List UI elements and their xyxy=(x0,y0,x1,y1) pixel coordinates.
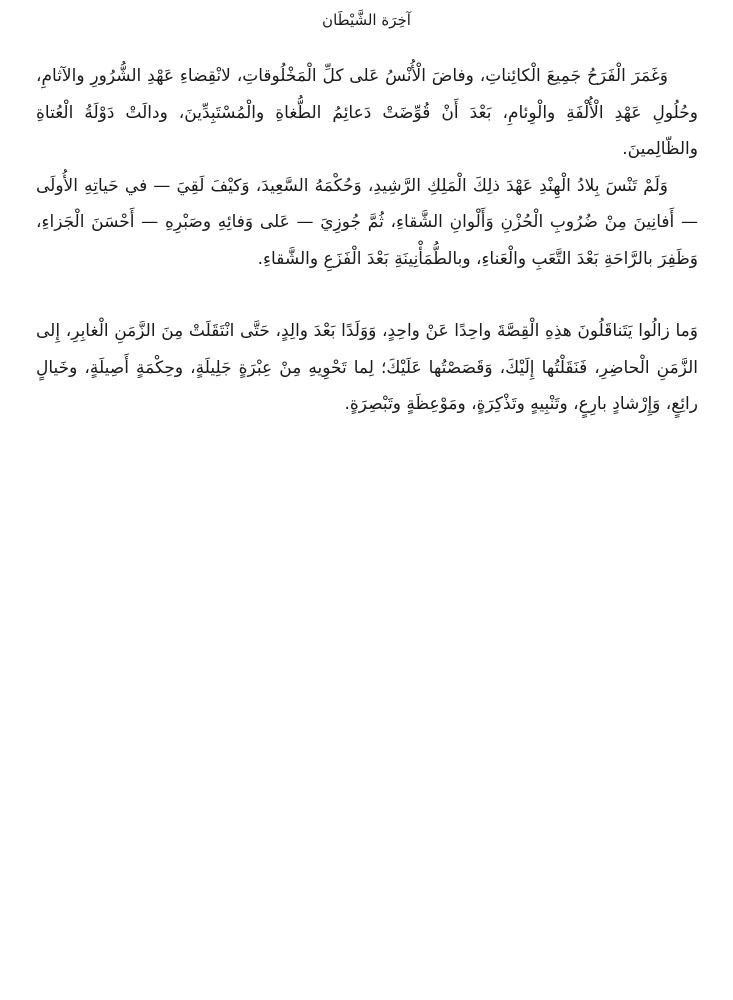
body-text xyxy=(36,58,698,423)
paragraph-2: وَلَمْ تَنْسَ بِلادُ الْهِنْدِ عَهْدَ ذلِكَ الْمَلِكِ الرَّشِيدِ، وَحُكْمَهُ السَّعِيدَ، وَكيْفَ لَقِيَ — في حَياتِهِ الأُولَى — أَفانِينَ مِنْ ضُرُوبِ الْحُزْنِ وَأَلْوانِ الشَّقاءِ، ثُمَّ جُوزِيَ — عَلى وَفائِهِ وصَبْرِهِ — أَحْسَنَ الْجَزاءِ، وَظَفِرَ بالرَّاحَةِ بَعْدَ التَّعَبِ والْعَناءِ، وبالطُّمَأْنِينَةِ بَعْدَ الْفَزَعِ والشَّقاءِ. xyxy=(36,175,698,269)
paragraph-3: وَما زالُوا يَتَناقَلُونَ هذِهِ الْقِصَّةَ واحِدًا عَنْ واحِدٍ، وَوَلَدًا بَعْدَ والِدٍ، حَتَّى انْتَقَلَتْ مِنَ الزَّمَنِ الْغابِرِ، إِلى الزَّمَنِ الْحاضِرِ، فَنَقَلْتُها إِلَيْكَ، وَقَصَصْتُها عَلَيْكَ؛ لِما تَحْوِيهِ مِنْ عِبْرَةٍ جَلِيلَةٍ، وحِكْمَةٍ أَصِيلَةٍ، وخَيالٍ رائِعٍ، وَإِرْشادٍ بارِعٍ، وتَنْبِيهٍ وتَذْكِرَةٍ، ومَوْعِظَةٍ وتَبْصِرَةٍ. xyxy=(36,321,698,414)
paragraph-1: وَغَمَرَ الْفَرَحُ جَمِيعَ الْكائِناتِ، وفاضَ الْأُنْسُ عَلى كلِّ الْمَخْلُوقاتِ، لانْقِضاءِ عَهْدِ الشُّرُورِ والآثامِ، وحُلُولِ عَهْدِ الْأُلْفَةِ والْوِئامِ، بَعْدَ أَنْ قُوِّضَتْ دَعائِمُ الطُّغاةِ والْمُسْتَبِدِّينَ، ودالَتْ دَوْلَةُ الْعُتاةِ والظّالِمينَ. xyxy=(36,66,698,159)
running-header-title: آخِرَة الشَّيْطَان xyxy=(322,11,411,29)
